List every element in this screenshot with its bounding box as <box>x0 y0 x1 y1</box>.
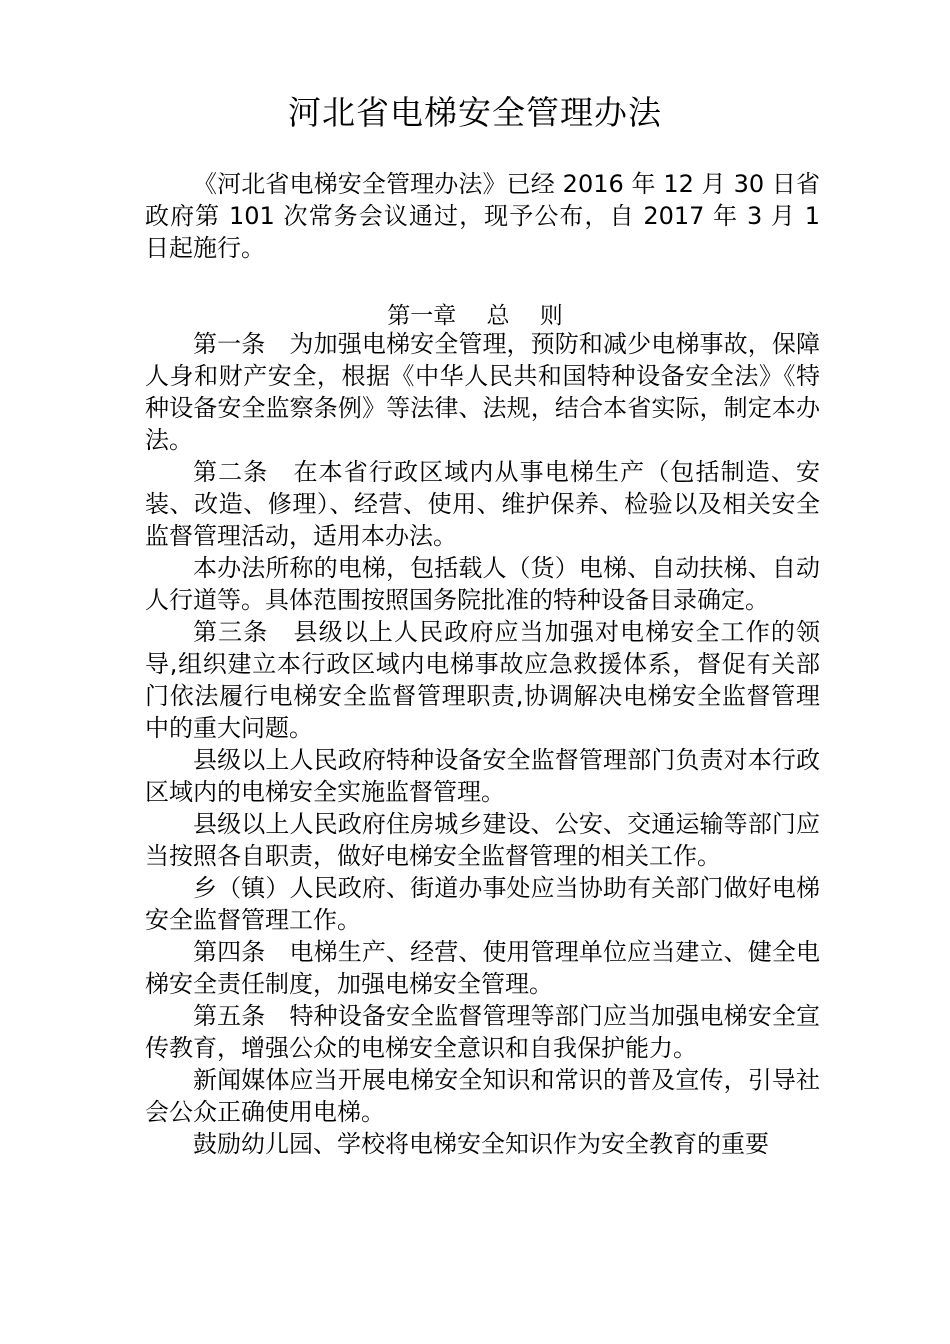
article-paragraph: 本办法所称的电梯，包括载人（货）电梯、自动扶梯、自动人行道等。具体范围按照国务院批准的特种设备目录确定。 <box>145 554 820 614</box>
article-paragraph: 第四条 电梯生产、经营、使用管理单位应当建立、健全电梯安全责任制度，加强电梯安全管理。 <box>145 938 820 998</box>
article-paragraph: 乡（镇）人民政府、街道办事处应当协助有关部门做好电梯安全监督管理工作。 <box>145 874 820 934</box>
article-paragraph: 县级以上人民政府住房城乡建设、公安、交通运输等部门应当按照各自职责，做好电梯安全监督管理的相关工作。 <box>145 810 820 870</box>
article-paragraph: 第三条 县级以上人民政府应当加强对电梯安全工作的领导,组织建立本行政区域内电梯事故应急救援体系，督促有关部门依法履行电梯安全监督管理职责,协调解决电梯安全监督管理中的重大问题。 <box>145 618 820 742</box>
article-paragraph: 鼓励幼儿园、学校将电梯安全知识作为安全教育的重要 <box>193 1130 769 1158</box>
article-paragraph: 第一条 为加强电梯安全管理，预防和减少电梯事故，保障人身和财产安全，根据《中华人民共和国特种设备安全法》《特种设备安全监察条例》等法律、法规，结合本省实际，制定本办法。 <box>145 330 820 454</box>
article-paragraph: 第五条 特种设备安全监督管理等部门应当加强电梯安全宣传教育，增强公众的电梯安全意识和自我保护能力。 <box>145 1002 820 1062</box>
article-paragraph: 第二条 在本省行政区域内从事电梯生产（包括制造、安装、改造、修理）、经营、使用、维护保养、检验以及相关安全监督管理活动，适用本办法。 <box>145 458 820 550</box>
intro-paragraph: 《河北省电梯安全管理办法》已经 2016 年 12 月 30 日省政府第 101 次常务会议通过，现予公布，自 2017 年 3 月 1 日起施行。 <box>145 170 820 262</box>
article-list <box>145 328 820 1160</box>
article-paragraph: 新闻媒体应当开展电梯安全知识和常识的普及宣传，引导社会公众正确使用电梯。 <box>145 1066 820 1126</box>
chapter-heading: 第一章 总 则 <box>387 303 563 329</box>
document-title: 河北省电梯安全管理办法 <box>288 93 662 132</box>
article-paragraph: 县级以上人民政府特种设备安全监督管理部门负责对本行政区域内的电梯安全实施监督管理。 <box>145 746 820 806</box>
